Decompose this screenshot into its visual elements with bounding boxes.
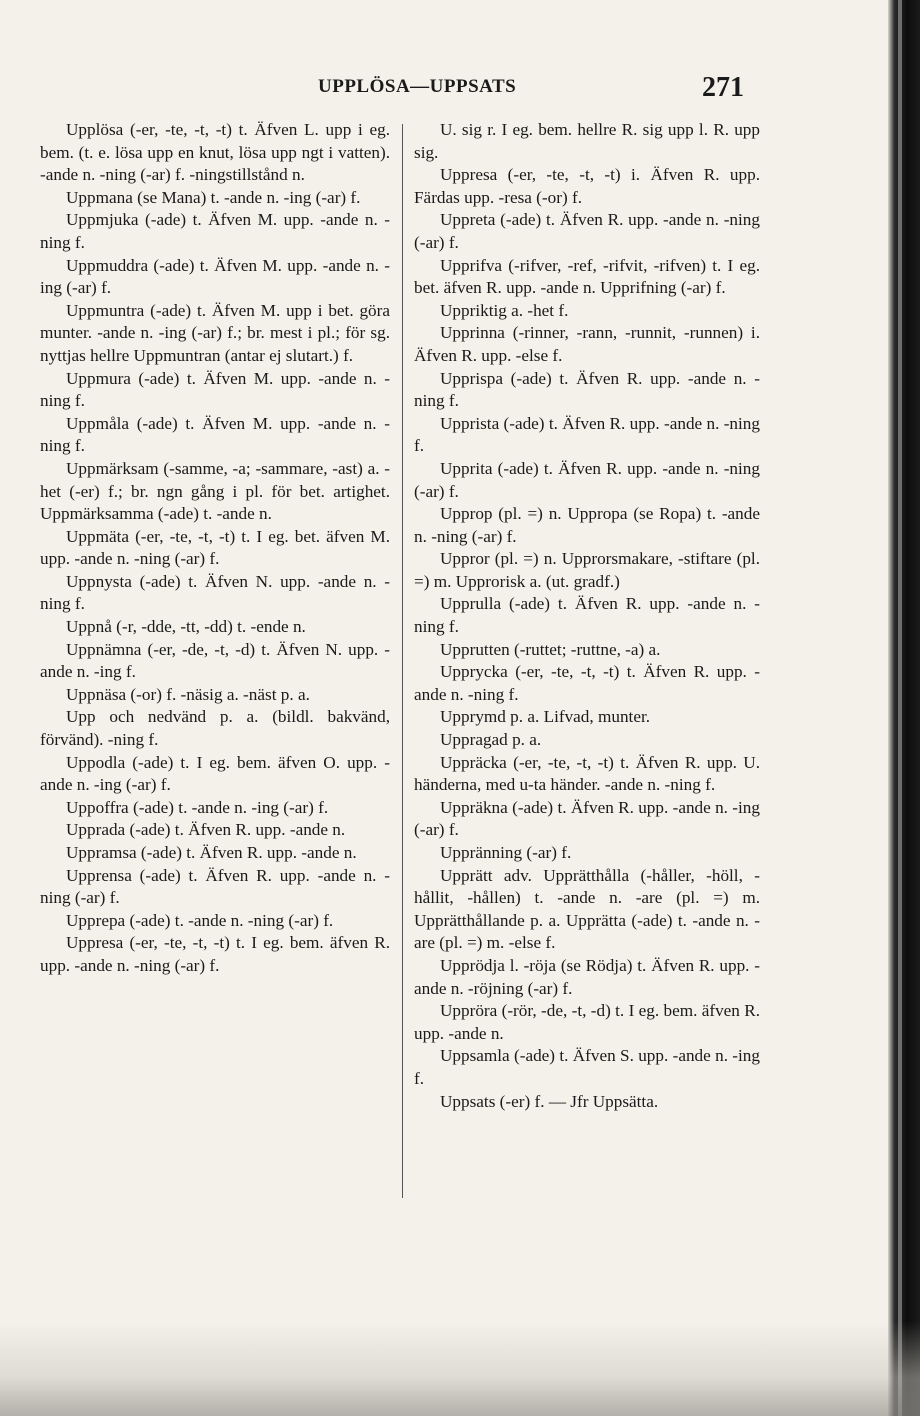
dictionary-entry: Uppoffra (-ade) t. -ande n. -ing (-ar) f. [66,797,329,817]
dictionary-entry: Upprifva (-rifver, -ref, -rifvit, -rifven) t. I eg. bet. äfven R. upp. -ande n. Upprifning (-ar) f. [414,255,760,298]
dictionary-entry: Upprycka (-er, -te, -t, -t) t. Äfven R. upp. -ande n. -ning f. [414,662,760,704]
dictionary-entry: Upprymd p. a. Lifvad, munter. [440,707,651,727]
page-binding-edge [888,0,920,1416]
dictionary-entry: Upprensa (-ade) t. Äfven R. upp. -ande n. -ning (-ar) f. [40,865,390,908]
dictionary-entry: Uppräkna (-ade) t. Äfven R. upp. -ande n. -ing (-ar) f. [414,797,760,840]
dictionary-entry: Uppmana (se Mana) t. -ande n. -ing (-ar) f. [66,187,361,207]
dictionary-entry: Uppodla (-ade) t. I eg. bem. äfven O. upp. -ande n. -ing (-ar) f. [40,752,390,795]
dictionary-entry: Uppnysta (-ade) t. Äfven N. upp. -ande n. -ning f. [40,571,390,614]
dictionary-entry: Uppragad p. a. [440,730,542,750]
dictionary-entry: Uppror (pl. =) n. Upprorsmakare, -stiftare (pl. =) m. Upprorisk a. (ut. gradf.) [414,549,760,591]
dictionary-entry: Upprödja l. -röja (se Rödja) t. Äfven R. upp. -ande n. -röjning (-ar) f. [414,955,760,998]
dictionary-entry: Upprepa (-ade) t. -ande n. -ning (-ar) f. [66,910,334,930]
dictionary-entry: Uppräcka (-er, -te, -t, -t) t. Äfven R. upp. U. händerna, med u-ta händer. -ande n. -ning f. [414,752,760,795]
dictionary-entry: Uppmura (-ade) t. Äfven M. upp. -ande n. -ning f. [40,368,390,411]
right-column [414,119,760,1113]
dictionary-entry: Uppnå (-r, -dde, -tt, -dd) t. -ende n. [66,617,306,637]
dictionary-entry: Uppresa (-er, -te, -t, -t) t. I eg. bem. äfven R. upp. -ande n. -ning (-ar) f. [40,933,390,975]
dictionary-entry: Upplösa (-er, -te, -t, -t) t. Äfven L. upp i eg. bem. (t. e. lösa upp en knut, lösa upp ngt i vatten). -ande n. -ning (-ar) f. -ningstillstånd n. [40,120,390,185]
dictionary-entry: Upp och nedvänd p. a. (bildl. bakvänd, förvänd). -ning f. [40,707,390,750]
column-divider [402,124,403,1198]
dictionary-entry: Upprada (-ade) t. Äfven R. upp. -ande n. [66,820,346,840]
scan-shadow [0,1321,920,1416]
dictionary-entry: Uppränning (-ar) f. [440,843,572,862]
page-number: 271 [702,72,744,103]
dictionary-entry: Uppmuntra (-ade) t. Äfven M. upp i bet. göra munter. -ande n. -ing (-ar) f.; br. mest i pl.; för sg. nyttjas hellre Uppmuntran (antar ej slutart.) f. [40,300,390,365]
dictionary-entry: Uppramsa (-ade) t. Äfven R. upp. -ande n. [66,843,357,862]
dictionary-entry: Uppmjuka (-ade) t. Äfven M. upp. -ande n. -ning f. [40,210,390,252]
running-head: UPPLÖSA—UPPSATS [318,76,517,97]
dictionary-entry: Upprutten (-ruttet; -ruttne, -a) a. [440,639,661,659]
dictionary-entry: Upprita (-ade) t. Äfven R. upp. -ande n. -ning (-ar) f. [414,458,760,501]
dictionary-entry: Uppmåla (-ade) t. Äfven M. upp. -ande n. -ning f. [40,413,390,456]
dictionary-entry: Upprätt adv. Upprätthålla (-håller, -höll, -hållit, -hållen) t. -ande n. -are (pl. =) m. Upprätthållande p. a. Upprätta (-ade) t. -ande n. -are (pl. =) m. -else f. [414,865,760,953]
left-column [40,119,390,978]
dictionary-entry: Uppmuddra (-ade) t. Äfven M. upp. -ande n. -ing (-ar) f. [40,255,390,298]
dictionary-entry: Uppnäsa (-or) f. -näsig a. -näst p. a. [66,684,310,704]
dictionary-entry: Upprispa (-ade) t. Äfven R. upp. -ande n. -ning f. [414,368,760,411]
dictionary-entry: Uppmäta (-er, -te, -t, -t) t. I eg. bet. äfven M. upp. -ande n. -ning (-ar) f. [40,526,390,569]
dictionary-entry: Uppnämna (-er, -de, -t, -d) t. Äfven N. upp. -ande n. -ing f. [40,639,390,682]
dictionary-entry: Uppreta (-ade) t. Äfven R. upp. -ande n. -ning (-ar) f. [414,210,760,252]
dictionary-entry: Uppsamla (-ade) t. Äfven S. upp. -ande n. -ing f. [414,1046,760,1088]
dictionary-entry: Uppmärksam (-samme, -a; -sammare, -ast) a. -het (-er) f.; br. ngn gång i pl. för bet. artighet. Uppmärksamma (-ade) t. -ande n. [40,458,390,524]
dictionary-entry: Upprista (-ade) t. Äfven R. upp. -ande n. -ning f. [414,413,760,456]
dictionary-entry: Uppresa (-er, -te, -t, -t) i. Äfven R. upp. Färdas upp. -resa (-or) f. [414,165,760,207]
dictionary-entry: Upprinna (-rinner, -rann, -runnit, -runnen) i. Äfven R. upp. -else f. [414,323,760,365]
dictionary-entry: Uppsats (-er) f. — Jfr Uppsätta. [440,1091,659,1111]
dictionary-entry: Uppröra (-rör, -de, -t, -d) t. I eg. bem. äfven R. upp. -ande n. [414,1001,760,1043]
dictionary-entry: U. sig r. I eg. bem. hellre R. sig upp l. R. upp sig. [414,120,760,162]
dictionary-entry: Upprulla (-ade) t. Äfven R. upp. -ande n. -ning f. [414,594,760,637]
dictionary-entry: Upprop (pl. =) n. Uppropa (se Ropa) t. -ande n. -ning (-ar) f. [414,504,760,546]
dictionary-entry: Uppriktig a. -het f. [440,300,569,320]
